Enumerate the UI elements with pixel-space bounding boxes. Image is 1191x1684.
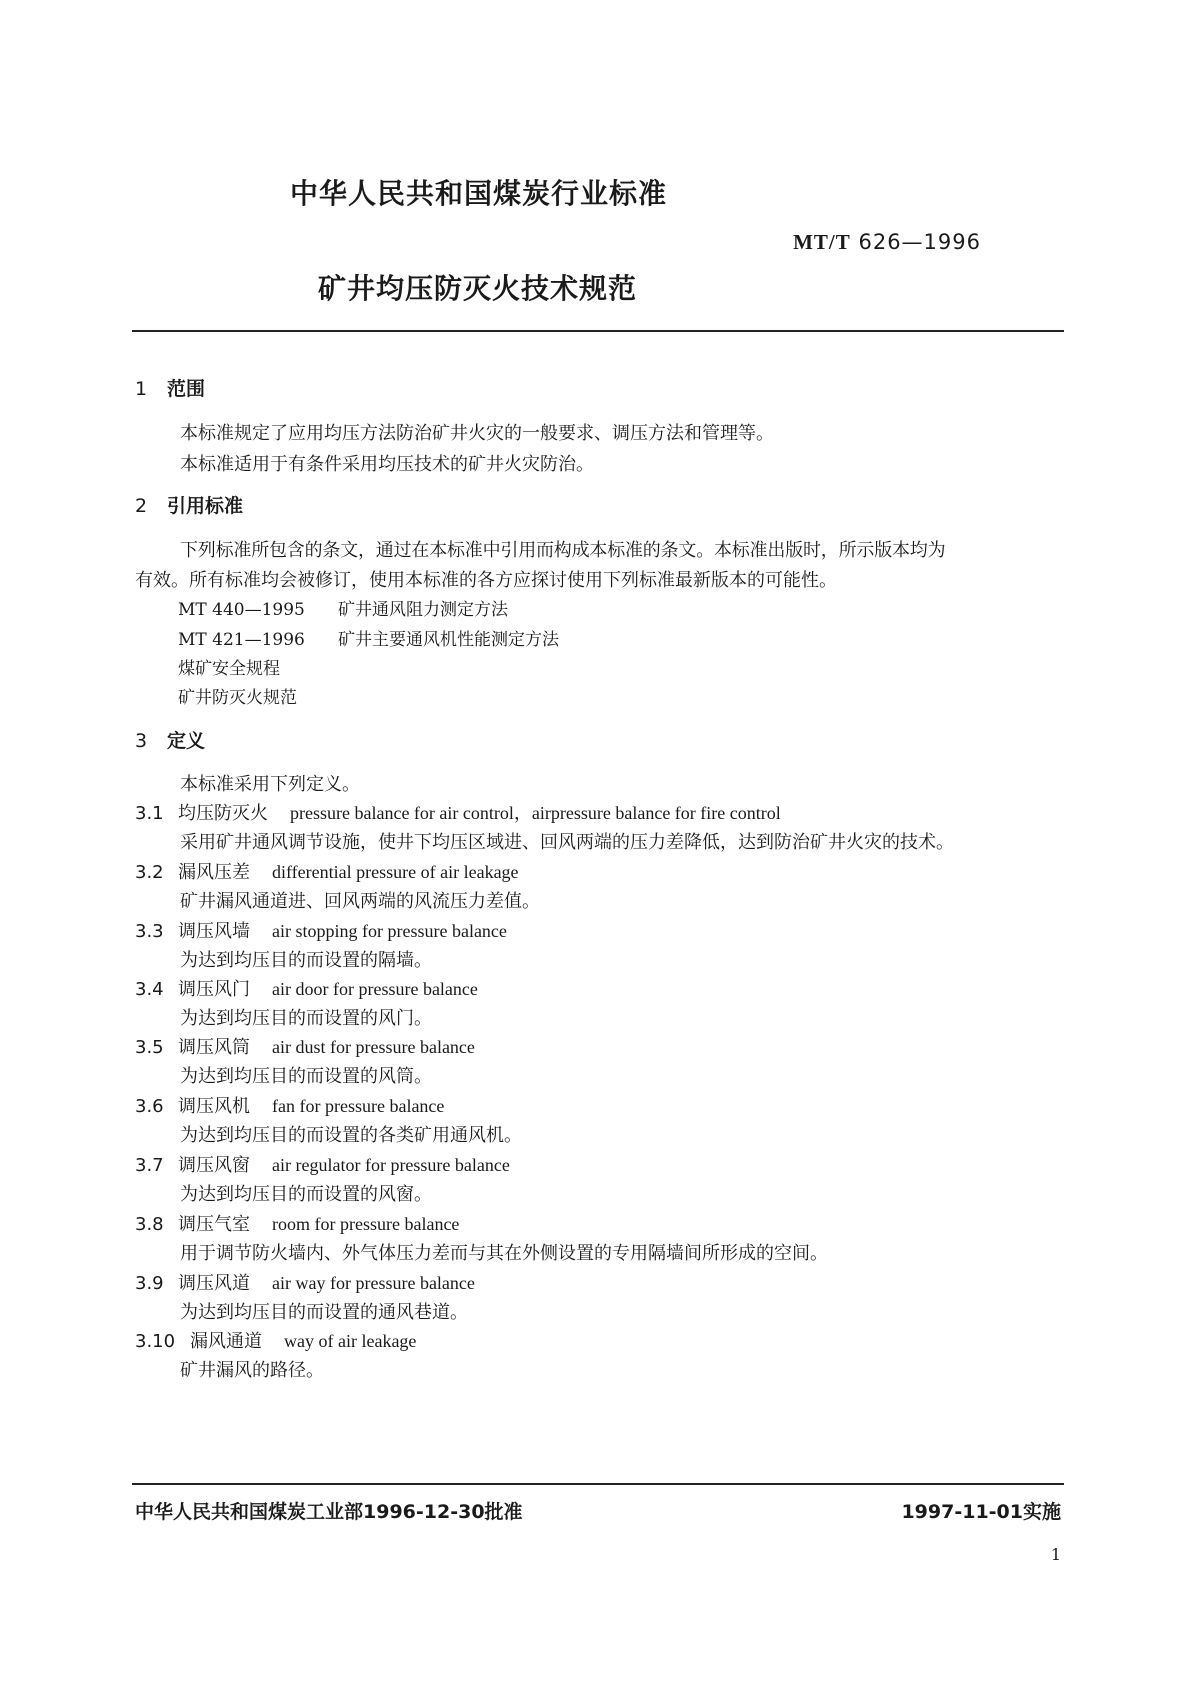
term-zh: 漏风通道 [190, 1331, 262, 1352]
clause-number: 3.2 [135, 862, 164, 883]
effective-date: 1997-11-01实施 [901, 1501, 1061, 1523]
term-en: air stopping for pressure balance [272, 921, 507, 941]
term-zh: 调压风机 [178, 1096, 250, 1117]
reference-item [178, 625, 559, 650]
section-number: 1 [135, 378, 148, 400]
standard-code-number: 626—1996 [858, 230, 981, 254]
definition-text: 采用矿井通风调节设施，使井下均压区域进、回风两端的压力差降低，达到防治矿井火灾的技术。 [180, 832, 954, 853]
paragraph: 下列标准所包含的条文，通过在本标准中引用而构成本标准的条文。本标准出版时，所示版本均为 [180, 540, 946, 561]
reference-item: 矿井防灭火规范 [178, 688, 297, 708]
paragraph: 本标准采用下列定义。 [180, 774, 360, 795]
term-zh: 调压风窗 [178, 1155, 250, 1176]
section-number: 2 [135, 495, 148, 517]
definition-text: 为达到均压目的而设置的风门。 [180, 1008, 432, 1029]
standard-code-prefix: MT/T [793, 230, 851, 254]
clause-number: 3.4 [135, 979, 164, 1000]
reference-code: MT 421—1996 [178, 630, 305, 650]
term-en: fan for pressure balance [272, 1096, 445, 1116]
definition-term [135, 1151, 510, 1177]
term-en: air door for pressure balance [272, 979, 478, 999]
paragraph: 本标准适用于有条件采用均压技术的矿井火灾防治。 [180, 454, 594, 475]
reference-name: 矿井主要通风机性能测定方法 [338, 630, 559, 650]
section-title: 定义 [167, 730, 206, 752]
section-heading-scope [135, 374, 205, 401]
document-title: 矿井均压防灭火技术规范 [318, 272, 638, 305]
paragraph: 本标准规定了应用均压方法防治矿井火灾的一般要求、调压方法和管理等。 [180, 423, 774, 444]
page-number: 1 [1050, 1545, 1061, 1564]
term-en: air regulator for pressure balance [272, 1155, 510, 1175]
clause-number: 3.6 [135, 1096, 164, 1117]
definition-text: 为达到均压目的而设置的各类矿用通风机。 [180, 1125, 522, 1146]
term-zh: 调压风筒 [178, 1037, 250, 1058]
term-zh: 调压风道 [178, 1273, 250, 1294]
clause-number: 3.5 [135, 1037, 164, 1058]
definition-term [135, 1269, 475, 1295]
definition-term [135, 858, 519, 884]
section-heading-refs [135, 491, 243, 518]
definition-term [135, 917, 507, 943]
definition-text: 矿井漏风的路径。 [180, 1360, 324, 1381]
standard-code [793, 230, 981, 255]
definition-text: 矿井漏风通道进、回风两端的风流压力差值。 [180, 891, 540, 912]
paragraph: 有效。所有标准均会被修订，使用本标准的各方应探讨使用下列标准最新版本的可能性。 [135, 570, 837, 591]
definition-term [135, 1033, 475, 1059]
clause-number: 3.10 [135, 1331, 176, 1352]
term-en: air way for pressure balance [272, 1273, 475, 1293]
term-en: air dust for pressure balance [272, 1037, 475, 1057]
section-title: 引用标准 [167, 495, 244, 517]
clause-number: 3.9 [135, 1273, 164, 1294]
definition-term [135, 1327, 416, 1353]
term-en: pressure balance for air control，airpressure balance for fire control [290, 803, 781, 823]
approval-line: 中华人民共和国煤炭工业部1996-12-30批准 [135, 1501, 523, 1523]
header-divider [132, 330, 1064, 332]
definition-text: 为达到均压目的而设置的风窗。 [180, 1184, 432, 1205]
section-title: 范围 [167, 378, 206, 400]
definition-text: 为达到均压目的而设置的隔墙。 [180, 950, 432, 971]
reference-item: 煤矿安全规程 [178, 659, 280, 679]
definition-term [135, 1092, 444, 1118]
clause-number: 3.8 [135, 1214, 164, 1235]
definition-term [135, 799, 781, 825]
standard-type-heading: 中华人民共和国煤炭行业标准 [290, 177, 668, 210]
reference-code: MT 440—1995 [178, 600, 305, 620]
term-zh: 漏风压差 [178, 862, 250, 883]
clause-number: 3.1 [135, 803, 164, 824]
definition-text: 为达到均压目的而设置的通风巷道。 [180, 1302, 468, 1323]
term-zh: 调压风墙 [178, 921, 250, 942]
clause-number: 3.7 [135, 1155, 164, 1176]
section-number: 3 [135, 730, 148, 752]
reference-name: 矿井通风阻力测定方法 [338, 600, 508, 620]
term-en: room for pressure balance [272, 1214, 460, 1234]
term-en: differential pressure of air leakage [272, 862, 519, 882]
definition-text: 用于调节防火墙内、外气体压力差而与其在外侧设置的专用隔墙间所形成的空间。 [180, 1243, 828, 1264]
definition-term [135, 1210, 459, 1236]
term-en: way of air leakage [284, 1331, 417, 1351]
reference-item [178, 595, 508, 620]
footer-divider [132, 1483, 1064, 1485]
definition-term [135, 975, 478, 1001]
term-zh: 均压防灭火 [178, 803, 268, 824]
definition-text: 为达到均压目的而设置的风筒。 [180, 1066, 432, 1087]
section-heading-defs [135, 726, 205, 753]
term-zh: 调压气室 [178, 1214, 250, 1235]
term-zh: 调压风门 [178, 979, 250, 1000]
clause-number: 3.3 [135, 921, 164, 942]
